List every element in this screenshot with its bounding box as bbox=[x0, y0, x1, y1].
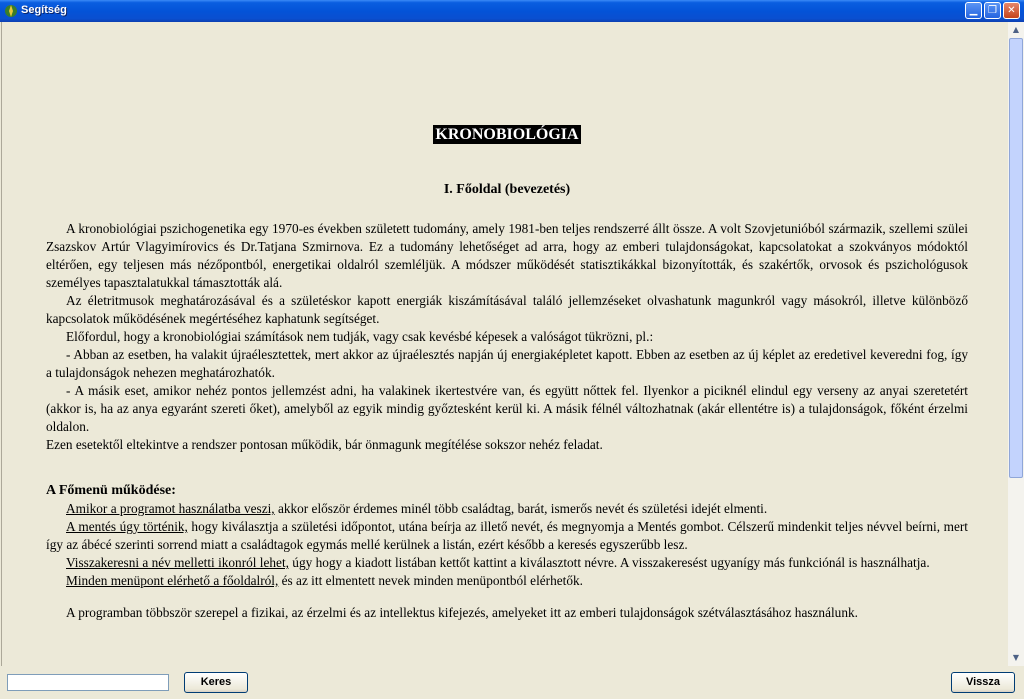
menu-item-link[interactable]: Visszakeresni a név melletti ikonról lehet, bbox=[66, 555, 289, 570]
paragraph-closing: Ezen esetektől eltekintve a rendszer pontosan működik, bár önmagunk megítélése sokszor nehéz feladat. bbox=[46, 437, 603, 452]
menu-item bbox=[46, 518, 968, 554]
app-icon bbox=[3, 3, 19, 19]
window-title: Segítség bbox=[21, 4, 67, 16]
paragraph: - A másik eset, amikor nehéz pontos jellemzést adni, ha valakinek ikertestvére van, és együtt nőttek fel. Ilyenkor a piciknél elindul egy verseny az anyai szeretetért (akkor is, ha az anya egyaránt szereti őket), amelyből az egyik mindig győztesként kerül ki. A másik félnél változhatnak (akár ellentétre is) a tulajdonságok, főként érzelmi oldalon. bbox=[46, 383, 968, 434]
search-input[interactable] bbox=[7, 674, 169, 691]
vertical-scrollbar[interactable] bbox=[1008, 22, 1024, 666]
menu-title: A Főmenü működése: bbox=[46, 483, 176, 498]
menu-item bbox=[46, 554, 968, 572]
doc-subheading: I. Főoldal (bevezetés) bbox=[443, 182, 571, 197]
close-icon: ✕ bbox=[1007, 5, 1016, 16]
paragraph: A kronobiológiai pszichogenetika egy 1970-es években született tudomány, amely 1981-ben teljes rendszerré állt össze. A volt Szovjetunióból származik, szellemi szülei Zsazskov Artúr Vlagyimírovics és Dr.Tatjana Szmirnova. Ez a tudomány lehetőséget ad arra, hogy az emberi tulajdonságokat, kapcsolatokat a szokványos módoktól eltérően, egy teljesen más nézőpontból, energetikai oldalról szemléljük. A módszer működését statisztikákkal bizonyították, és szakértők, orvosok és pszichológusok személyes tapasztalatukkal támasztották alá. bbox=[46, 221, 968, 290]
doc-body bbox=[46, 220, 968, 622]
menu-item bbox=[46, 572, 968, 590]
restore-button[interactable] bbox=[984, 2, 1001, 19]
paragraph: - Abban az esetben, ha valakit újraélesztettek, mert akkor az újraélesztés napján új energiaképletet kapott. Ebben az esetben az új képlet az eredetivel keveredni fog, így a tulajdonságok nehezen meghatározhatók. bbox=[46, 347, 968, 380]
scroll-up-icon[interactable]: ▲ bbox=[1012, 25, 1020, 34]
menu-item-link[interactable]: A mentés úgy történik, bbox=[66, 519, 188, 534]
doc-heading bbox=[46, 126, 968, 144]
scroll-thumb[interactable] bbox=[1009, 38, 1023, 478]
paragraph-last: A programban többször szerepel a fizikai, az érzelmi és az intellektus kifejezés, amelyeket itt az emberi tulajdonságok szétválasztásához használunk. bbox=[66, 605, 858, 620]
menu-item-link[interactable]: Minden menüpont elérhető a főoldalról, bbox=[66, 573, 279, 588]
paragraph: Az életritmusok meghatározásával és a születéskor kapott energiák kiszámításával találó jellemzéseket olvashatunk magunkról vagy másokról, illetve különböző kapcsolatok működésének megértéséhez kaphatunk segítséget. bbox=[46, 293, 968, 326]
menu-item bbox=[46, 500, 968, 518]
help-content[interactable] bbox=[1, 22, 1008, 666]
restore-icon: ❐ bbox=[988, 5, 997, 16]
menu-item-text: úgy hogy a kiadott listában kettőt kattint a kiválasztott névre. A visszakeresést ugyanígy más funkciónál is használhatja. bbox=[288, 555, 930, 570]
search-button[interactable]: Keres bbox=[184, 672, 248, 693]
menu-item-link[interactable]: Amikor a programot használatba veszi, bbox=[66, 501, 275, 516]
close-button[interactable] bbox=[1003, 2, 1020, 19]
menu-item-text: és az itt elmentett nevek minden menüpontból elérhetők. bbox=[278, 573, 583, 588]
minimize-icon: ▁ bbox=[969, 5, 978, 16]
paragraph: Előfordul, hogy a kronobiológiai számítások nem tudják, vagy csak kevésbé képesek a valóságot tükrözni, pl.: bbox=[66, 329, 654, 344]
title-bar[interactable] bbox=[0, 0, 1024, 22]
doc-heading-text: KRONOBIOLÓGIA bbox=[435, 126, 579, 143]
menu-item-text: hogy kiválasztja a születési időpontot, utána beírja az illető nevét, és megnyomja a Mentés gombot. Célszerű mindenkit teljes névvel beírni, mert így az ábécé szerinti sorrend miatt a családtagok egymás mellé kerülnek a listán, ezért később a keresés egyszerűbb lesz. bbox=[46, 519, 968, 552]
menu-item-text: akkor először érdemes minél több családtag, barát, ismerős nevét és születési idejét elmenti. bbox=[274, 501, 768, 516]
bottom-toolbar bbox=[0, 667, 1024, 699]
minimize-button[interactable] bbox=[965, 2, 982, 19]
back-button[interactable]: Vissza bbox=[951, 672, 1015, 693]
scroll-down-icon[interactable]: ▼ bbox=[1012, 653, 1020, 662]
